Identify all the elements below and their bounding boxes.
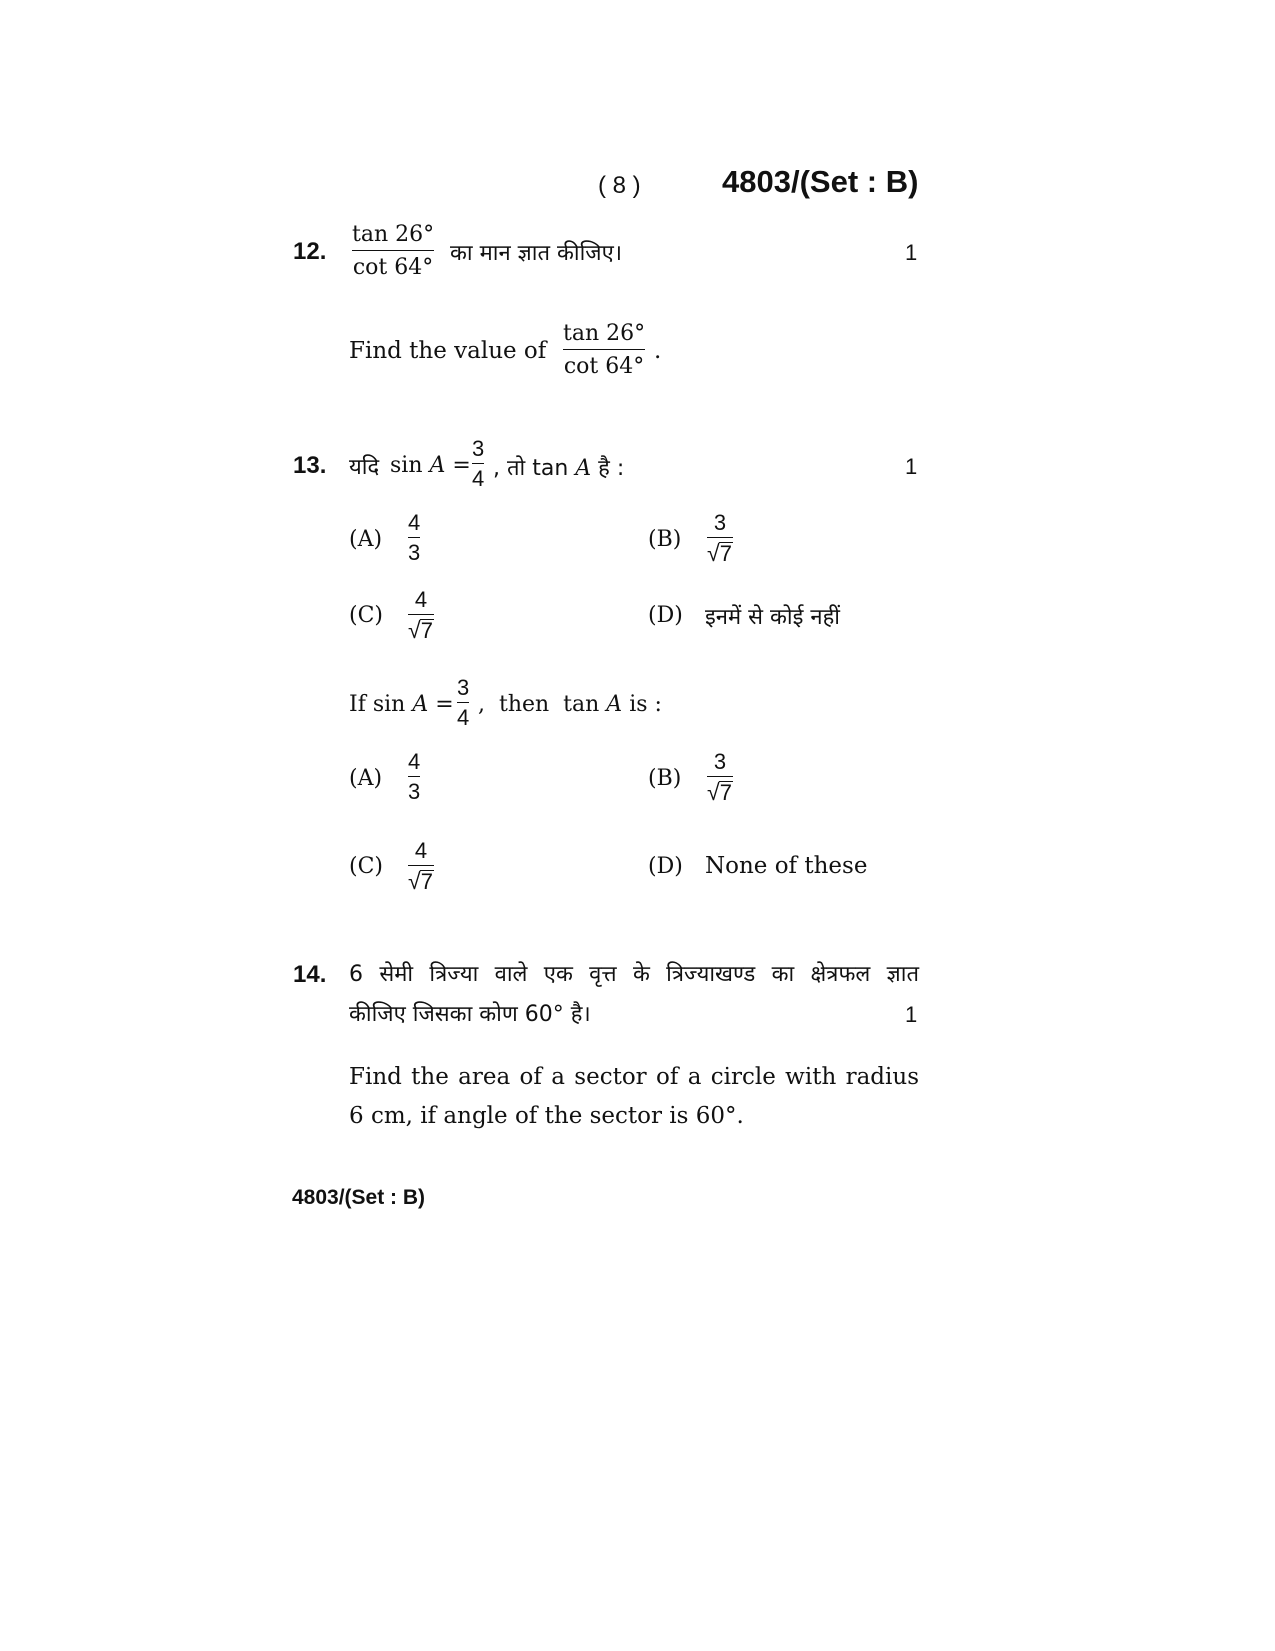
fraction-bar <box>408 614 434 615</box>
q13-eq: = <box>452 453 471 478</box>
paper-code-footer: 4803/(Set : B) <box>292 1186 426 1209</box>
option-denominator <box>408 619 434 642</box>
sqrt-symbol: √7 <box>707 779 732 805</box>
q13-english-option-a-value <box>408 751 420 803</box>
q13-hindi-tail: है : <box>598 456 625 481</box>
q13-english-option-d-value: None of these <box>705 853 868 879</box>
radicand: 7 <box>420 618 433 643</box>
q12-period: . <box>654 338 662 364</box>
q13-english-if: If sin <box>349 692 406 717</box>
q13-marks: 1 <box>905 454 918 479</box>
q14-english-line-2: 6 cm, if angle of the sector is 60°. <box>349 1103 744 1129</box>
q13-hindi-if: यदि <box>349 455 380 480</box>
q13-english-var-2: A <box>606 692 623 717</box>
sqrt-symbol: √7 <box>408 617 433 643</box>
paper-code-header: 4803/(Set : B) <box>722 164 919 199</box>
fraction-bar <box>472 463 484 464</box>
q13-given-denominator: 4 <box>472 466 485 491</box>
q13-english-option-c-label: (C) <box>349 854 383 879</box>
option-denominator <box>707 542 733 565</box>
fraction-bar <box>408 776 420 777</box>
fraction-bar <box>408 865 434 866</box>
q12-numerator: tan 26° <box>352 222 435 247</box>
option-denominator <box>707 781 733 804</box>
radicand: 7 <box>719 541 732 566</box>
q12-english-text: Find the value of <box>349 338 547 364</box>
q13-english-option-d-label: (D) <box>648 854 683 879</box>
q13-english-given-numerator: 3 <box>457 675 470 700</box>
q13-var-2: A <box>575 456 592 481</box>
sqrt-symbol: √7 <box>408 868 433 894</box>
q12-hindi-text: का मान ज्ञात कीजिए। <box>450 241 623 266</box>
option-numerator: 4 <box>414 587 428 612</box>
fraction-bar <box>457 702 469 703</box>
q12-english-numerator: tan 26° <box>563 321 646 346</box>
q13-given-numerator: 3 <box>472 436 485 461</box>
q13-english-option-b-value <box>707 751 733 804</box>
radicand: 7 <box>420 869 433 894</box>
option-numerator: 4 <box>408 510 421 535</box>
fraction-bar <box>563 349 645 350</box>
q12-fraction <box>352 224 434 279</box>
q13-english-given-denominator: 4 <box>457 705 470 730</box>
fraction-bar <box>707 537 733 538</box>
q13-english-option-a-label: (A) <box>349 766 383 791</box>
q13-english-then: , then tan <box>478 692 600 717</box>
q14-marks: 1 <box>905 1002 918 1027</box>
q13-hindi-then-expression <box>493 452 624 482</box>
q13-hindi-option-b-value <box>707 512 733 565</box>
option-denominator: 3 <box>408 779 421 804</box>
q13-english-eq: = <box>435 692 454 717</box>
option-numerator: 4 <box>414 838 428 863</box>
q13-hindi-option-d-value: इनमें से कोई नहीं <box>705 605 841 630</box>
q12-english-fraction <box>563 323 645 378</box>
q13-sin: sin <box>390 453 423 478</box>
q13-given-fraction <box>472 438 484 490</box>
q14-hindi-line-2: कीजिए जिसका कोण 60° है। <box>349 1002 591 1027</box>
q13-english-tail: is : <box>629 692 662 717</box>
q14-hindi-line-1: 6 सेमी त्रिज्या वाले एक वृत्त के त्रिज्याखण्ड का क्षेत्रफल ज्ञात <box>349 962 919 987</box>
q13-english-var: A <box>412 692 429 717</box>
option-denominator <box>408 870 434 893</box>
option-denominator: 3 <box>408 540 421 565</box>
option-numerator: 3 <box>713 749 727 774</box>
question-number-13: 13. <box>293 452 327 479</box>
q13-hindi-then: , तो tan <box>493 456 569 481</box>
q12-english-denominator: cot 64° <box>563 354 645 379</box>
fraction-bar <box>352 250 434 251</box>
question-number-14: 14. <box>293 961 327 988</box>
q13-english-option-b-label: (B) <box>648 766 682 791</box>
q13-var: A <box>429 453 446 478</box>
q13-english-if-expression <box>349 692 454 717</box>
option-numerator: 4 <box>408 749 421 774</box>
option-numerator: 3 <box>713 510 727 535</box>
q13-english-option-c-value <box>408 840 434 893</box>
fraction-bar <box>408 537 420 538</box>
q13-english-given-fraction <box>457 677 469 729</box>
q12-denominator: cot 64° <box>352 255 434 280</box>
radicand: 7 <box>719 780 732 805</box>
q13-hindi-option-b-label: (B) <box>648 527 682 552</box>
page-number: ( 8 ) <box>598 172 641 199</box>
q13-hindi-option-a-label: (A) <box>349 527 383 552</box>
q13-hindi-option-a-value <box>408 512 420 564</box>
q13-sin-expression <box>390 453 471 478</box>
q13-english-then-expression <box>478 692 662 717</box>
sqrt-symbol: √7 <box>707 540 732 566</box>
q13-hindi-option-d-label: (D) <box>648 603 683 628</box>
q12-marks: 1 <box>905 240 918 265</box>
fraction-bar <box>707 776 733 777</box>
q14-english-line-1: Find the area of a sector of a circle with radius <box>349 1064 919 1090</box>
q13-hindi-option-c-value <box>408 589 434 642</box>
question-number-12: 12. <box>293 238 327 265</box>
q13-hindi-option-c-label: (C) <box>349 603 383 628</box>
